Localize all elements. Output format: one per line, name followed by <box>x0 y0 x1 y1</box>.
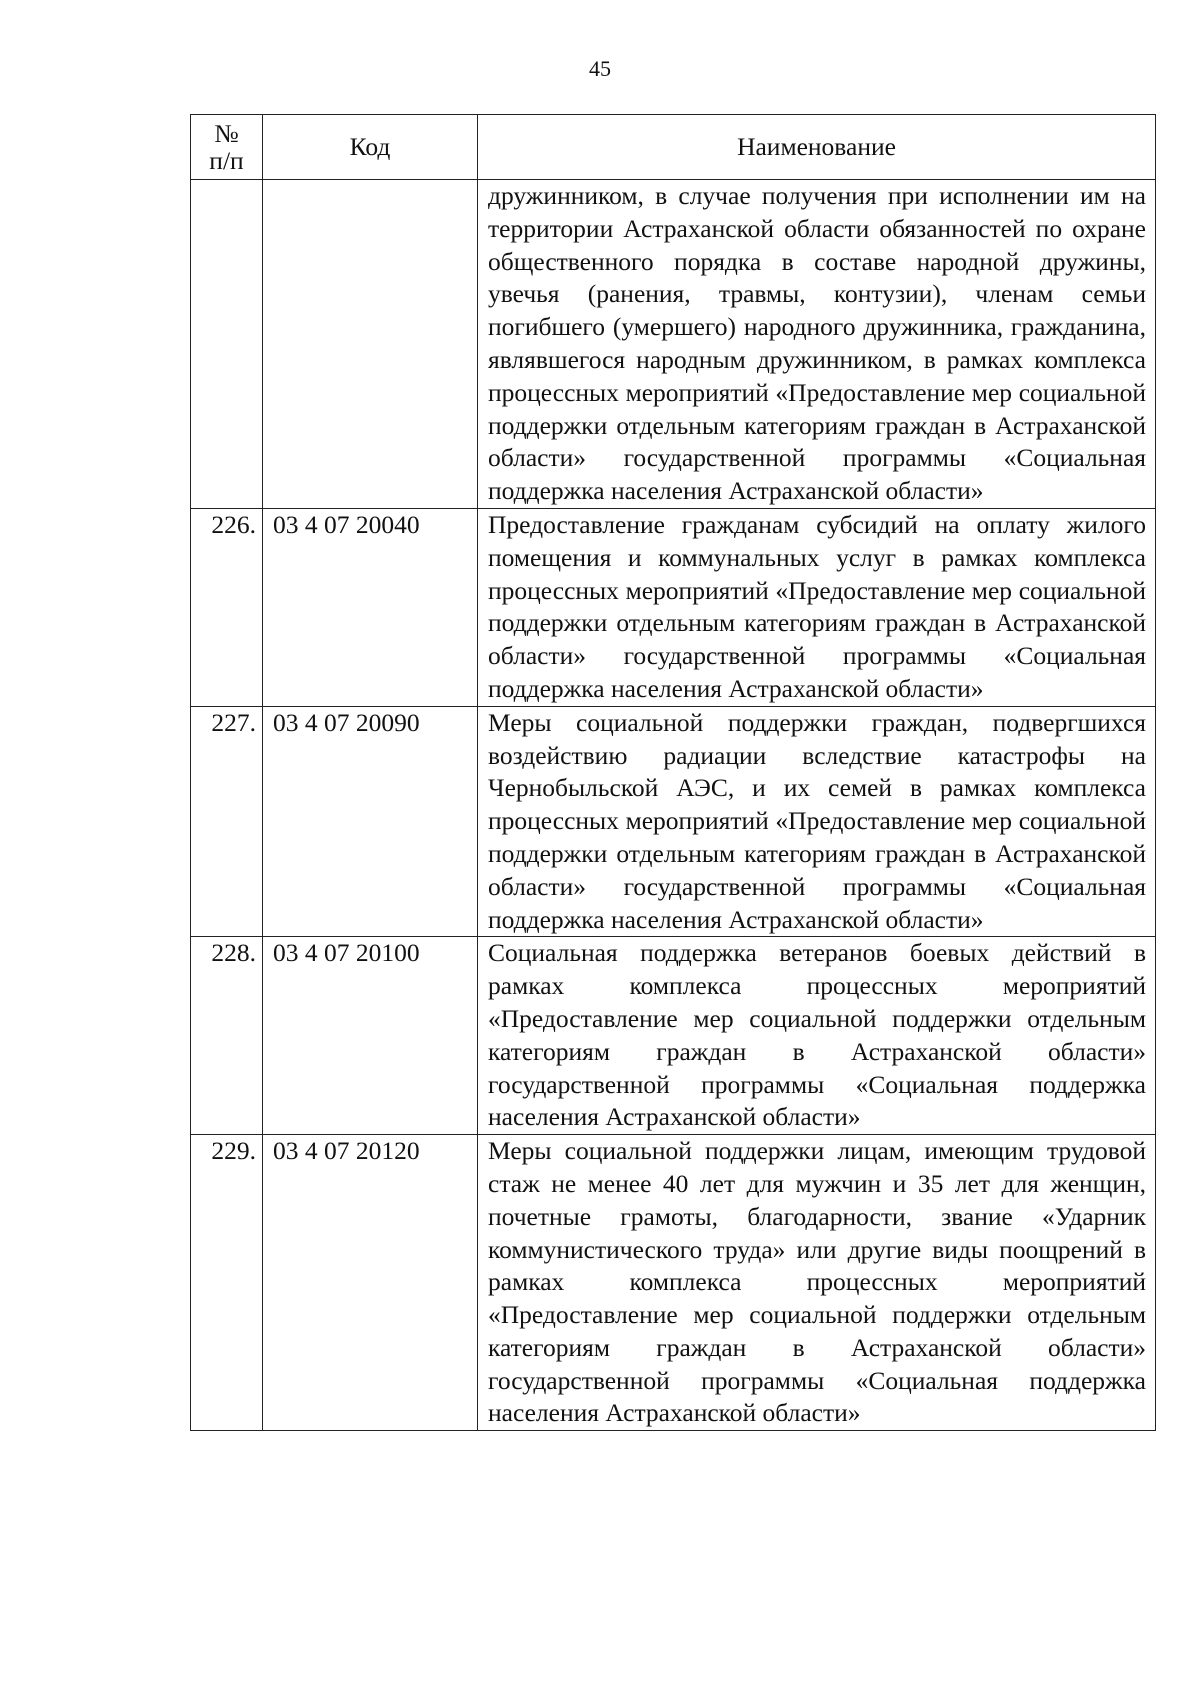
row-code: 03 4 07 20090 <box>263 706 478 937</box>
table-row <box>191 1135 1156 1431</box>
row-name: дружинником, в случае получения при исполнении им на территории Астраханской области обязанностей по охране общественного порядка в составе народной дружины, увечья (ранения, травмы, контузии), членам семьи погибшего (умершего) народного дружинника, гражданина, являвшегося народным дружинником, в рамках комплекса процессных мероприятий «Предоставление мер социальной поддержки отдельным категориям граждан в Астраханской области» государственной программы «Социальная поддержка населения Астраханской области» <box>478 180 1156 509</box>
table-row <box>191 937 1156 1135</box>
table-row <box>191 180 1156 509</box>
row-name: Предоставление гражданам субсидий на оплату жилого помещения и коммунальных услуг в рамках комплекса процессных мероприятий «Предоставление мер социальной поддержки отдельным категориям граждан в Астраханской области» государственной программы «Социальная поддержка населения Астраханской области» <box>478 508 1156 706</box>
header-number <box>191 115 263 180</box>
row-code: 03 4 07 20040 <box>263 508 478 706</box>
table-row <box>191 508 1156 706</box>
row-number: 228. <box>191 937 263 1135</box>
row-number <box>191 180 263 509</box>
row-number: 229. <box>191 1135 263 1431</box>
row-number: 226. <box>191 508 263 706</box>
row-name: Меры социальной поддержки лицам, имеющим трудовой стаж не менее 40 лет для мужчин и 35 лет для женщин, почетные грамоты, благодарности, звание «Ударник коммунистического труда» или другие виды поощрений в рамках комплекса процессных мероприятий «Предоставление мер социальной поддержки отдельным категориям граждан в Астраханской области» государственной программы «Социальная поддержка населения Астраханской области» <box>478 1135 1156 1431</box>
header-number-line1: № <box>214 119 239 148</box>
page-number: 45 <box>589 56 611 81</box>
row-name: Социальная поддержка ветеранов боевых действий в рамках комплекса процессных мероприятий «Предоставление мер социальной поддержки отдельным категориям граждан в Астраханской области» государственной программы «Социальная поддержка населения Астраханской области» <box>478 937 1156 1135</box>
budget-code-table <box>190 114 1156 1431</box>
table-header-row <box>191 115 1156 180</box>
header-number-line2: п/п <box>209 146 244 175</box>
row-name: Меры социальной поддержки граждан, подвергшихся воздействию радиации вследствие катастрофы на Чернобыльской АЭС, и их семей в рамках комплекса процессных мероприятий «Предоставление мер социальной поддержки отдельным категориям граждан в Астраханской области» государственной программы «Социальная поддержка населения Астраханской области» <box>478 706 1156 937</box>
table-row <box>191 706 1156 937</box>
row-number: 227. <box>191 706 263 937</box>
header-name: Наименование <box>478 115 1156 180</box>
row-code: 03 4 07 20100 <box>263 937 478 1135</box>
row-code <box>263 180 478 509</box>
header-code: Код <box>263 115 478 180</box>
row-code: 03 4 07 20120 <box>263 1135 478 1431</box>
